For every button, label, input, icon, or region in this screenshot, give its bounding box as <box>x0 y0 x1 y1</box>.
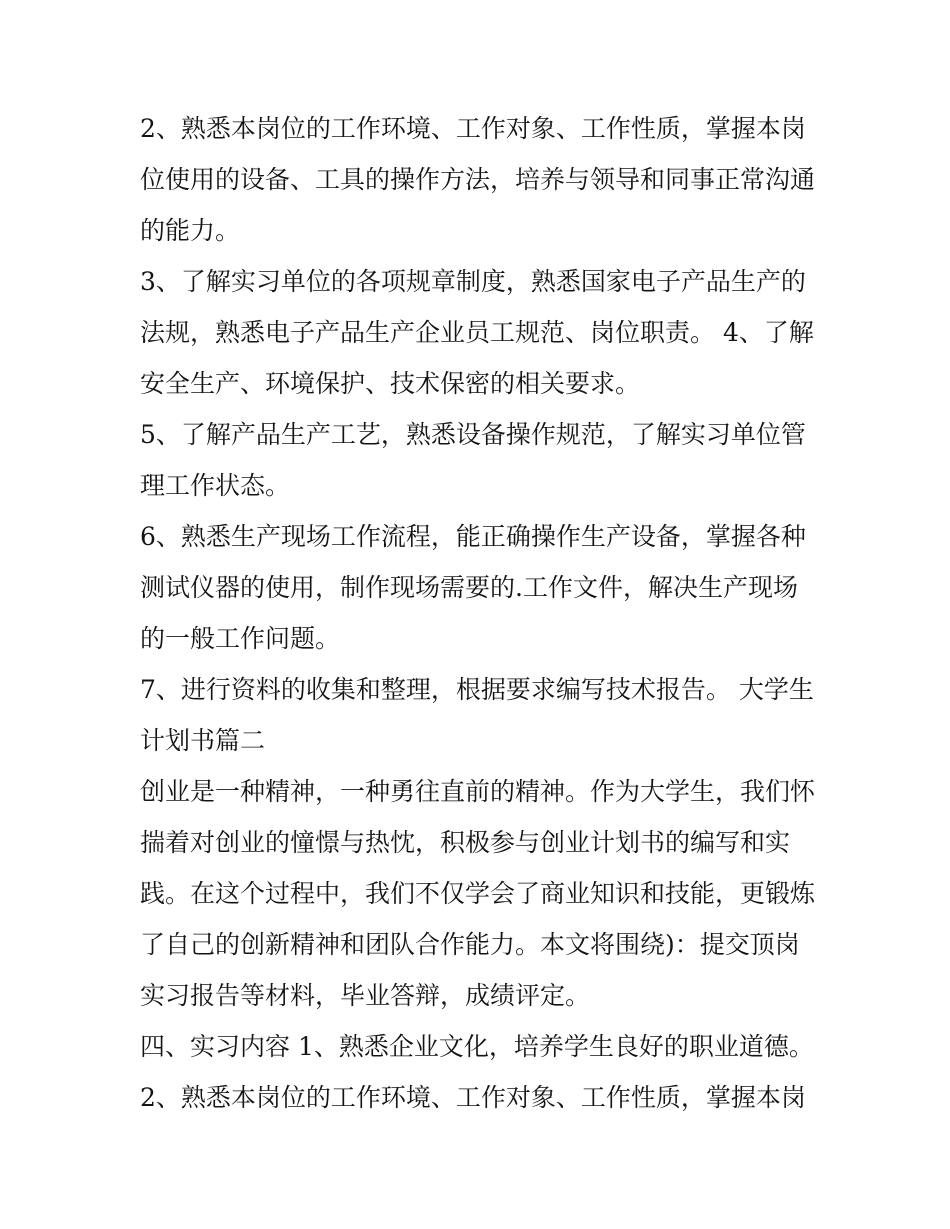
text-line: 创业是一种精神，一种勇往直前的精神。作为大学生，我们怀 <box>140 777 816 806</box>
text-line: 实习报告等材料，毕业答辩，成绩评定。 <box>140 981 591 1010</box>
text-line: 6、熟悉生产现场工作流程，能正确操作生产设备，掌握各种 <box>140 522 806 551</box>
text-line: 3、了解实习单位的各项规章制度，熟悉国家电子产品生产的 <box>140 267 806 296</box>
text-line: 法规，熟悉电子产品生产企业员工规范、岗位职责。 4、了解 <box>140 318 814 347</box>
text-line: 的一般工作问题。 <box>140 624 341 653</box>
text-line: 位使用的设备、工具的操作方法，培养与领导和同事正常沟通 <box>140 165 816 194</box>
text-line: 2、熟悉本岗位的工作环境、工作对象、工作性质，掌握本岗 <box>140 114 806 143</box>
text-line: 安全生产、环境保护、技术保密的相关要求。 <box>140 369 641 398</box>
text-line: 7、进行资料的收集和整理，根据要求编写技术报告。 大学生 <box>140 675 814 704</box>
text-line: 践。在这个过程中，我们不仅学会了商业知识和技能，更锻炼 <box>140 879 816 908</box>
text-line: 2、熟悉本岗位的工作环境、工作对象、工作性质，掌握本岗 <box>140 1083 806 1112</box>
text-line: 四、实习内容 1、熟悉企业文化，培养学生良好的职业道德。 <box>140 1032 814 1061</box>
text-line: 5、了解产品生产工艺，熟悉设备操作规范，了解实习单位管 <box>140 420 806 449</box>
text-line: 了自己的创新精神和团队合作能力。本文将围绕)：提交顶岗 <box>140 930 800 959</box>
text-line: 揣着对创业的憧憬与热忱，积极参与创业计划书的编写和实 <box>140 828 791 857</box>
text-line: 测试仪器的使用，制作现场需要的.工作文件，解决生产现场 <box>140 573 798 602</box>
text-line: 理工作状态。 <box>140 471 291 500</box>
text-line: 的能力。 <box>140 216 241 245</box>
text-line: 计划书篇二 <box>140 726 266 755</box>
